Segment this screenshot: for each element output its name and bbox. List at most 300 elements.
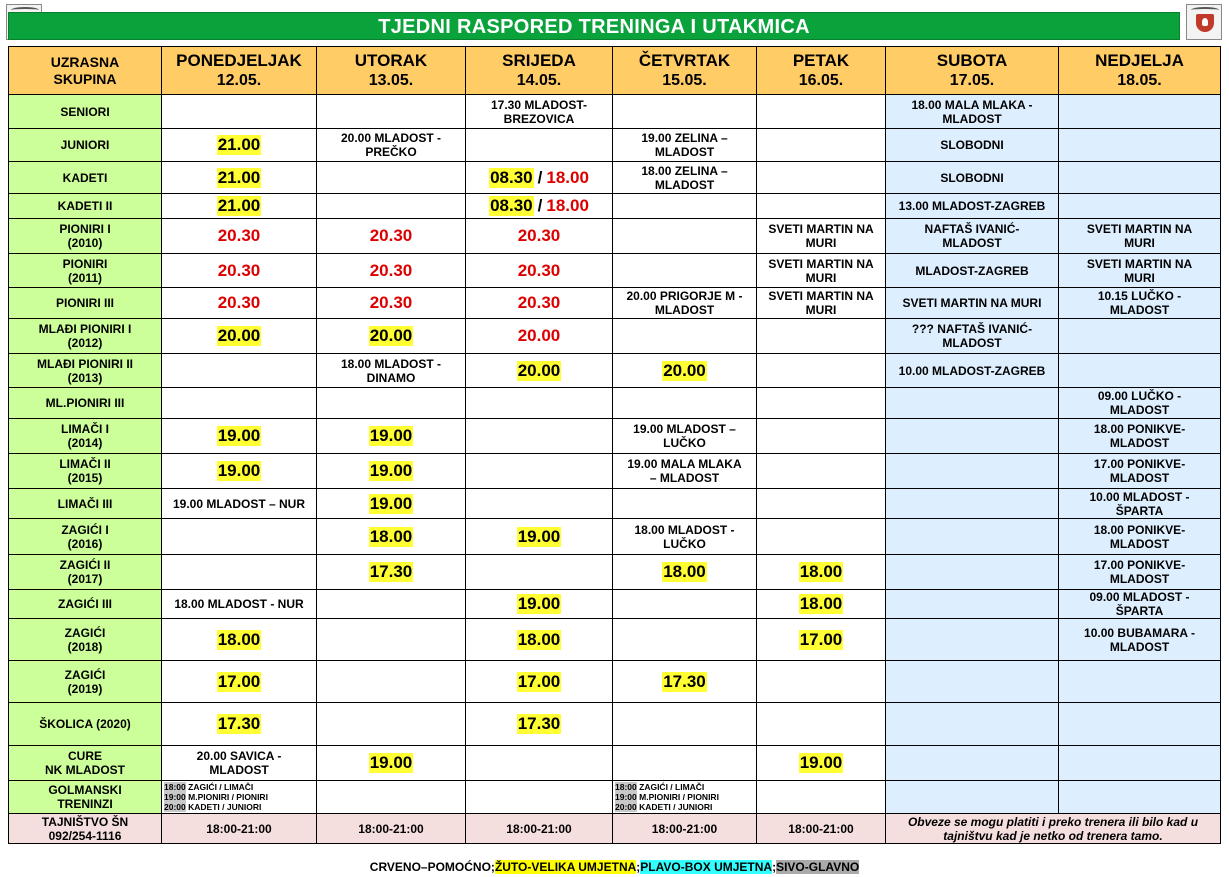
schedule-cell [317, 129, 466, 162]
schedule-cell [317, 388, 466, 419]
schedule-cell [162, 590, 317, 619]
day-date: 17.05. [949, 72, 995, 89]
schedule-cell [1059, 489, 1221, 519]
schedule-cell [317, 746, 466, 781]
cell-text: MLADOST [1109, 403, 1170, 417]
cell-text: MURI [805, 270, 837, 285]
time-highlight: 17.30 [369, 562, 413, 581]
legend-separator: ; [636, 860, 641, 874]
group-name: (2010) [67, 236, 103, 250]
schedule-cell [613, 454, 757, 489]
time-highlight: 20.00 [663, 360, 706, 380]
schedule-cell [466, 519, 613, 555]
schedule-cell [613, 254, 757, 288]
schedule-cell [886, 319, 1059, 354]
schedule-cell [466, 162, 613, 194]
schedule-cell [613, 619, 757, 661]
schedule-cell [886, 590, 1059, 619]
schedule-cell [466, 129, 613, 162]
schedule-cell [613, 703, 757, 746]
group-name: ŠKOLICA (2020) [39, 717, 131, 731]
cell-text: SVETI MARTIN NA [1086, 256, 1193, 271]
schedule-cell [886, 254, 1059, 288]
schedule-cell [466, 814, 613, 844]
group-name: CURE [67, 749, 102, 763]
time-highlight: 19.00 [517, 594, 561, 613]
color-legend [0, 860, 1229, 874]
cell-text: 18:00-21:00 [358, 821, 424, 836]
group-cell [9, 354, 162, 388]
schedule-cell [886, 555, 1059, 590]
group-cell [9, 254, 162, 288]
gk-groups: ZAGIĆI / LIMAČI [639, 782, 705, 792]
gk-groups: ZAGIĆI / LIMAČI [188, 782, 254, 792]
schedule-cell [162, 129, 317, 162]
schedule-cell [613, 95, 757, 129]
cell-text: 18.00 ZELINA – [641, 163, 728, 178]
group-name: ZAGIĆI II [59, 558, 111, 572]
schedule-cell [757, 388, 886, 419]
schedule-cell [466, 661, 613, 703]
schedule-cell [317, 288, 466, 319]
schedule-cell [613, 288, 757, 319]
group-name: SENIORI [60, 104, 110, 119]
group-name: MLAĐI PIONIRI I [38, 322, 132, 336]
header-day-3 [613, 47, 757, 95]
schedule-cell [886, 454, 1059, 489]
group-cell [9, 781, 162, 814]
group-name: PIONIRI [62, 256, 108, 271]
group-name: KADETI [62, 170, 108, 185]
time-highlight: 17.00 [799, 629, 843, 649]
group-name: ZAGIĆI [64, 625, 106, 640]
schedule-cell [886, 354, 1059, 388]
schedule-cell [162, 489, 317, 519]
schedule-cell [757, 590, 886, 619]
schedule-cell [466, 95, 613, 129]
time-red: 20.00 [517, 326, 561, 345]
schedule-cell [613, 419, 757, 454]
schedule-cell [1059, 746, 1221, 781]
schedule-cell [886, 746, 1059, 781]
schedule-cell [613, 661, 757, 703]
schedule-cell [613, 519, 757, 555]
time-red: 20.30 [369, 260, 413, 280]
schedule-cell [886, 489, 1059, 519]
schedule-cell [1059, 95, 1221, 129]
group-name: GOLMANSKI [48, 783, 122, 797]
cell-text: MLADOST [1109, 536, 1170, 551]
table-row [9, 95, 1221, 129]
schedule-cell [886, 703, 1059, 746]
cell-text: BREZOVICA [503, 111, 575, 126]
group-name: (2014) [67, 436, 103, 450]
group-name: (2011) [67, 270, 103, 285]
schedule-cell [466, 590, 613, 619]
group-name: KADETI II [57, 199, 113, 213]
cell-text: MLADOST [654, 145, 715, 159]
schedule-cell [1059, 388, 1221, 419]
schedule-cell [757, 555, 886, 590]
schedule-cell [757, 194, 886, 219]
schedule-cell [317, 703, 466, 746]
group-name: ZAGIĆI [64, 667, 106, 682]
table-row [9, 319, 1221, 354]
cell-text: 19.00 MLADOST – NUR [172, 496, 306, 511]
cell-text: SLOBODNI [940, 138, 1004, 152]
schedule-cell [317, 519, 466, 555]
table-row [9, 454, 1221, 489]
time-highlight: 17.00 [217, 671, 261, 691]
cell-text: MLADOST-ZAGREB [915, 263, 1029, 278]
schedule-cell [466, 388, 613, 419]
group-cell [9, 814, 162, 844]
time-red: 20.30 [217, 260, 261, 280]
day-date: 18.05. [1117, 72, 1162, 89]
schedule-cell [757, 661, 886, 703]
schedule-cell [613, 814, 757, 844]
schedule-cell [886, 194, 1059, 219]
schedule-cell [1059, 454, 1221, 489]
schedule-cell [886, 388, 1059, 419]
group-name: 092/254-1116 [48, 828, 122, 843]
group-name: PIONIRI I [59, 222, 111, 236]
schedule-cell [317, 194, 466, 219]
schedule-cell [613, 354, 757, 388]
cell-text: 19.00 MALA MLAKA [627, 457, 742, 471]
cell-text: 18:00-21:00 [506, 821, 572, 836]
cell-text: 18:00-21:00 [206, 821, 272, 836]
schedule-cell [757, 619, 886, 661]
schedule-cell [162, 319, 317, 354]
group-name: (2016) [67, 536, 103, 551]
table-row [9, 746, 1221, 781]
schedule-cell [757, 814, 886, 844]
cell-text: 18:00-21:00 [788, 821, 854, 836]
time-highlight: 19.00 [217, 461, 261, 480]
cell-text: 18.00 MLADOST - [340, 356, 442, 371]
schedule-cell [162, 814, 317, 844]
cell-text: MURI [805, 236, 837, 250]
schedule-cell [1059, 519, 1221, 555]
schedule-cell [162, 781, 317, 814]
gk-groups: KADETI / JUNIORI [188, 802, 262, 812]
cell-text: MLADOST [1109, 639, 1170, 654]
cell-text: 19.00 MLADOST – [633, 422, 736, 436]
day-date: 12.05. [216, 72, 262, 89]
time-highlight: 08.30 [490, 196, 533, 215]
cell-text: 09.00 LUČKO - [1097, 389, 1182, 403]
schedule-cell [162, 454, 317, 489]
schedule-cell [613, 590, 757, 619]
group-cell [9, 95, 162, 129]
schedule-cell [162, 354, 317, 388]
group-name: (2015) [67, 471, 103, 485]
day-name: PETAK [792, 51, 850, 70]
schedule-cell [466, 619, 613, 661]
group-name: LIMAČI I [61, 422, 109, 436]
shield-icon [1196, 14, 1214, 32]
schedule-cell [466, 194, 613, 219]
day-date: 14.05. [516, 72, 562, 89]
group-name: PIONIRI III [55, 296, 114, 310]
cell-text: 17.30 MLADOST- [490, 97, 588, 112]
header-day-2 [466, 47, 613, 95]
cell-text: MLADOST [1109, 436, 1170, 450]
group-cell [9, 319, 162, 354]
cell-text: MURI [1124, 270, 1155, 285]
schedule-cell [613, 194, 757, 219]
time-highlight: 20.00 [517, 360, 561, 380]
group-cell [9, 388, 162, 419]
day-name: SRIJEDA [502, 51, 576, 70]
group-cell [9, 454, 162, 489]
schedule-cell [1059, 419, 1221, 454]
schedule-cell [317, 454, 466, 489]
time-highlight: 18.00 [663, 562, 706, 581]
schedule-cell [317, 254, 466, 288]
group-name: ZAGIĆI III [58, 597, 112, 611]
schedule-cell [613, 555, 757, 590]
schedule-cell [1059, 661, 1221, 703]
time-red: 18.00 [546, 167, 589, 187]
cell-text: PREČKO [365, 145, 417, 159]
header-row [9, 47, 1221, 95]
page-title: TJEDNI RASPORED TRENINGA I UTAKMICA [8, 12, 1180, 40]
header-group-label: UZRASNA [50, 53, 120, 70]
schedule-cell [1059, 555, 1221, 590]
cell-text: 18.00 PONIKVE- [1093, 422, 1186, 436]
gk-time: 19:00 [164, 792, 186, 802]
cell-text: NAFTAŠ IVANIĆ- [924, 222, 1020, 236]
schedule-cell [466, 419, 613, 454]
group-name: MLAĐI PIONIRI II [37, 356, 133, 371]
table-row [9, 519, 1221, 555]
header-day-5 [886, 47, 1059, 95]
schedule-cell [613, 129, 757, 162]
schedule-cell [162, 162, 317, 194]
cell-text: LUČKO [663, 436, 706, 450]
cell-text: MLADOST [1109, 572, 1170, 586]
group-cell [9, 590, 162, 619]
legend-red: CRVENO–POMOĆNO; [369, 860, 495, 874]
schedule-cell [613, 319, 757, 354]
schedule-cell [1059, 129, 1221, 162]
time-red: 20.30 [517, 226, 561, 245]
gk-time: 20:00 [615, 802, 637, 812]
group-name: LIMAČI II [59, 457, 111, 471]
goalkeeper-schedule [164, 782, 314, 812]
time-red: 20.30 [517, 260, 561, 280]
time-highlight: 20.00 [217, 326, 261, 345]
day-date: 15.05. [662, 72, 707, 89]
table-row [9, 354, 1221, 388]
schedule-cell [886, 288, 1059, 319]
cell-text: 17.00 PONIKVE- [1093, 558, 1186, 572]
cell-text: 10.15 LUČKO - [1097, 289, 1182, 303]
schedule-cell [1059, 354, 1221, 388]
schedule-cell [613, 489, 757, 519]
time-highlight: 17.30 [517, 714, 561, 733]
group-cell [9, 194, 162, 219]
day-date: 16.05. [798, 72, 844, 89]
schedule-cell [162, 619, 317, 661]
schedule-cell [757, 781, 886, 814]
payment-note [886, 814, 1221, 844]
schedule-cell [466, 254, 613, 288]
table-row [9, 590, 1221, 619]
group-name: (2012) [67, 336, 103, 350]
time-highlight: 17.00 [517, 671, 561, 691]
header-day-1 [317, 47, 466, 95]
schedule-cell [886, 661, 1059, 703]
schedule-cell [613, 746, 757, 781]
time-separator: / [537, 196, 543, 215]
schedule-cell [886, 129, 1059, 162]
time-highlight: 18.00 [369, 526, 413, 546]
schedule-cell [317, 419, 466, 454]
time-highlight: 18.00 [799, 594, 843, 613]
group-name: (2019) [67, 681, 103, 696]
group-name: LIMAČI III [57, 496, 113, 511]
time-red: 20.30 [217, 293, 261, 312]
cell-text: MLADOST [209, 763, 269, 777]
schedule-cell [466, 555, 613, 590]
group-cell [9, 419, 162, 454]
schedule-cell [1059, 254, 1221, 288]
note-text: tajništvu kad je netko od trenera tamo. [943, 828, 1163, 843]
gk-time: 19:00 [615, 792, 637, 802]
cell-text: SVETI MARTIN NA [768, 222, 874, 236]
schedule-cell [317, 162, 466, 194]
gk-time: 18:00 [615, 782, 637, 792]
gk-groups: M.PIONIRI / PIONIRI [188, 792, 268, 802]
cell-text: 09.00 MLADOST - [1089, 590, 1190, 604]
cell-text: – MLADOST [649, 471, 720, 485]
schedule-cell [317, 489, 466, 519]
day-name: ČETVRTAK [638, 51, 731, 70]
gk-groups: M.PIONIRI / PIONIRI [639, 792, 719, 802]
cell-text: DINAMO [366, 370, 416, 385]
time-highlight: 08.30 [490, 167, 533, 187]
cell-text: 20.00 SAVICA - [196, 749, 282, 763]
note-text: Obveze se mogu platiti i preko trenera ili bilo kad u [907, 814, 1199, 829]
cell-text: SVETI MARTIN NA [1086, 222, 1193, 236]
schedule-cell [613, 162, 757, 194]
schedule-cell [162, 555, 317, 590]
schedule-cell [1059, 703, 1221, 746]
time-separator: / [537, 167, 543, 187]
cell-text: SVETI MARTIN NA [768, 256, 874, 271]
schedule-cell [317, 814, 466, 844]
cell-text: 10.00 MLADOST - [1089, 489, 1190, 504]
cell-text: 19.00 ZELINA – [641, 131, 728, 145]
group-name: ZAGIĆI I [61, 522, 109, 537]
header-day-4 [757, 47, 886, 95]
cell-text: MLADOST [942, 336, 1002, 350]
table-row [9, 129, 1221, 162]
header-day-6 [1059, 47, 1221, 95]
schedule-cell [162, 746, 317, 781]
schedule-cell [757, 519, 886, 555]
schedule-cell [1059, 288, 1221, 319]
time-highlight: 17.30 [663, 671, 706, 691]
day-name: UTORAK [354, 51, 428, 70]
schedule-cell [757, 746, 886, 781]
time-red: 18.00 [546, 196, 589, 215]
time-red: 20.30 [517, 293, 561, 312]
table-row [9, 162, 1221, 194]
group-cell [9, 519, 162, 555]
group-cell [9, 555, 162, 590]
table-row [9, 219, 1221, 254]
schedule-cell [757, 419, 886, 454]
schedule-cell [317, 219, 466, 254]
schedule-cell [757, 489, 886, 519]
cell-text: 10.00 MLADOST-ZAGREB [898, 363, 1046, 378]
cell-text: MLADOST [654, 303, 715, 317]
header-group-cell [9, 47, 162, 95]
group-name: ML.PIONIRI III [45, 396, 125, 410]
table-row [9, 194, 1221, 219]
schedule-cell [162, 95, 317, 129]
group-cell [9, 489, 162, 519]
table-row [9, 555, 1221, 590]
time-red: 20.30 [217, 226, 261, 245]
schedule-cell [162, 194, 317, 219]
schedule-cell [886, 519, 1059, 555]
schedule-cell [466, 781, 613, 814]
schedule-cell [317, 781, 466, 814]
schedule-cell [613, 781, 757, 814]
time-highlight: 19.00 [799, 753, 843, 772]
cell-text: MLADOST [942, 236, 1002, 250]
group-name: TRENINZI [57, 797, 113, 811]
cell-text: 17.00 PONIKVE- [1093, 457, 1186, 471]
schedule-cell [466, 454, 613, 489]
group-name: (2013) [67, 370, 103, 385]
cell-text: 20.00 PRIGORJE M - [626, 289, 743, 303]
group-name: (2018) [67, 639, 103, 654]
table-row [9, 661, 1221, 703]
group-cell [9, 746, 162, 781]
schedule-cell [757, 219, 886, 254]
legend-blue: PLAVO-BOX UMJETNA [640, 860, 773, 874]
group-cell [9, 162, 162, 194]
time-highlight: 18.00 [517, 629, 561, 649]
cell-text: ??? NAFTAŠ IVANIĆ- [911, 322, 1033, 336]
group-name: JUNIORI [60, 138, 110, 152]
time-highlight: 21.00 [217, 167, 261, 187]
schedule-cell [757, 354, 886, 388]
schedule-cell [317, 590, 466, 619]
schedule-cell [162, 703, 317, 746]
schedule-cell [162, 219, 317, 254]
legend-separator: ; [772, 860, 777, 874]
schedule-cell [757, 703, 886, 746]
cell-text: SVETI MARTIN NA MURI [902, 296, 1042, 310]
schedule-cell [1059, 319, 1221, 354]
schedule-cell [162, 388, 317, 419]
time-highlight: 21.00 [217, 135, 261, 154]
schedule-cell [162, 419, 317, 454]
schedule-cell [886, 619, 1059, 661]
schedule-cell [757, 288, 886, 319]
legend-yellow: ŽUTO-VELIKA UMJETNA [494, 860, 637, 874]
gk-time: 18:00 [164, 782, 186, 792]
schedule-cell [466, 288, 613, 319]
schedule-cell [317, 319, 466, 354]
